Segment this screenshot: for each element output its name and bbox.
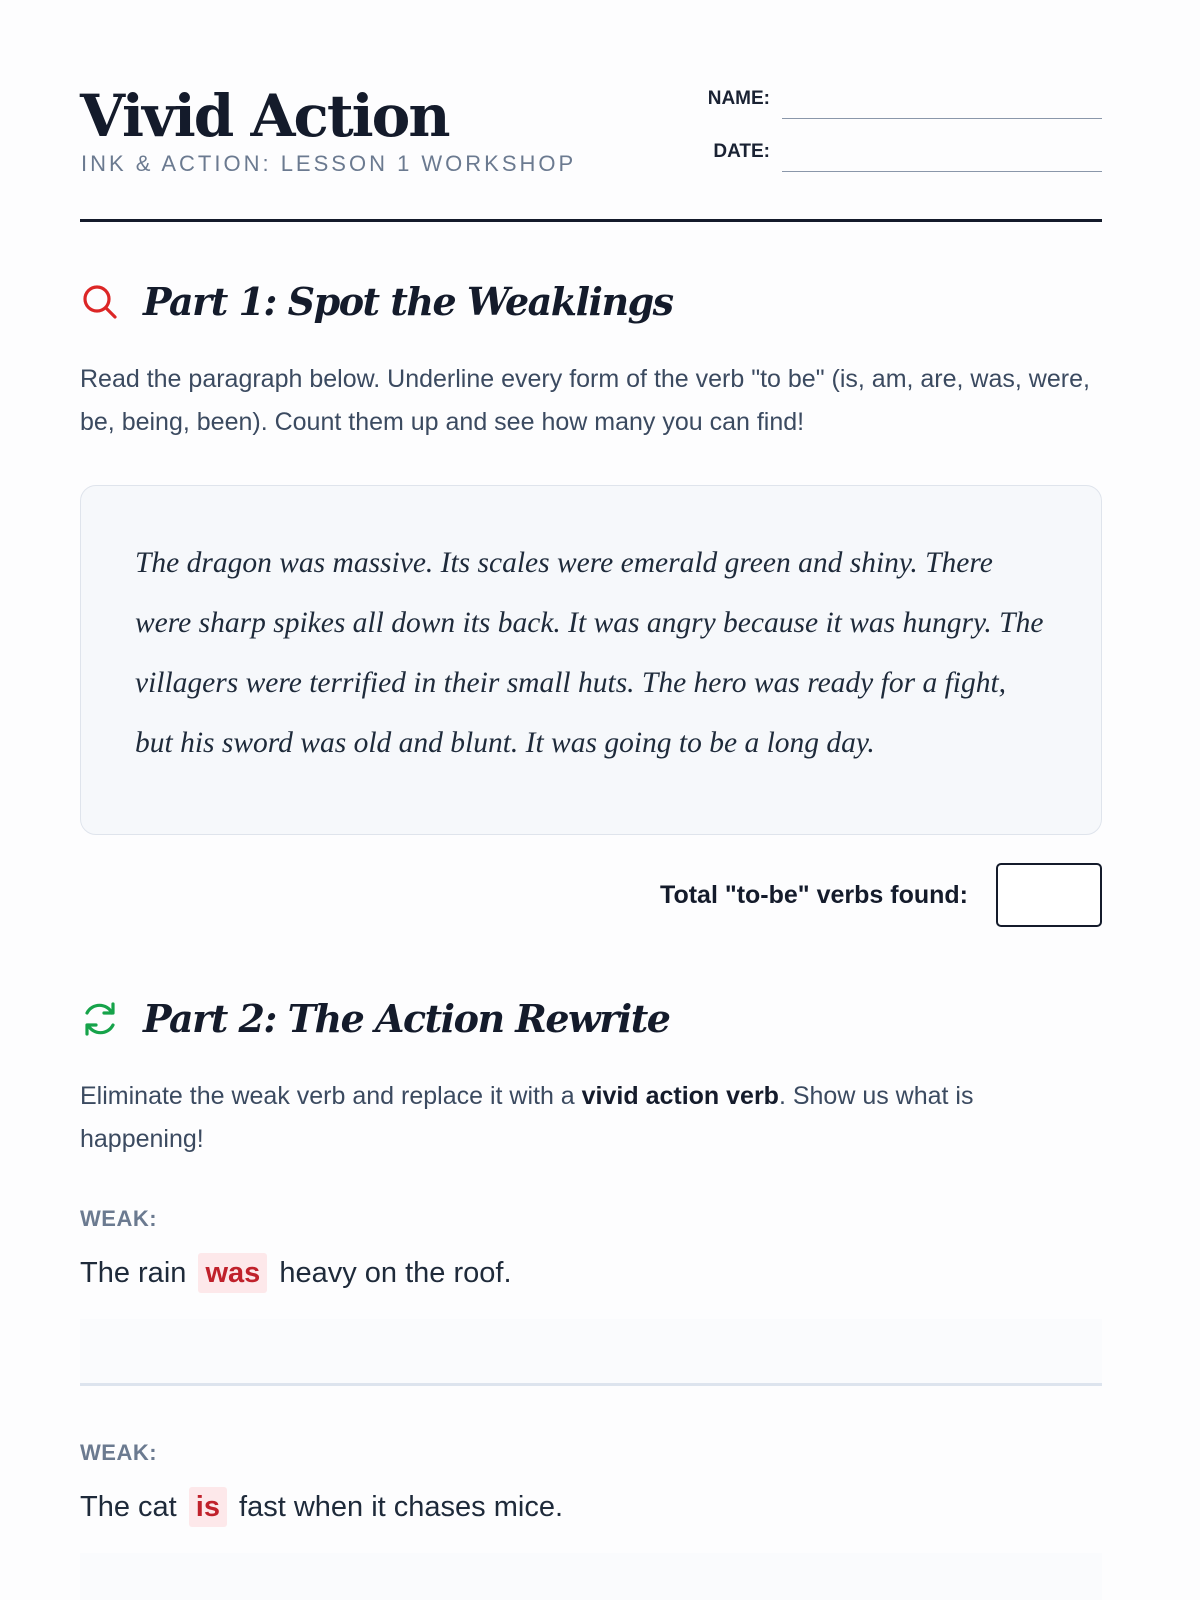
part2-instructions-bold: vivid action verb <box>581 1082 779 1110</box>
exercise-2 <box>80 1439 1102 1600</box>
refresh-icon <box>80 999 120 1039</box>
verb-count-input[interactable] <box>996 863 1102 927</box>
part1-title: Part 1: Spot the Weaklings <box>143 279 673 324</box>
name-field[interactable] <box>782 118 1102 119</box>
name-field-row <box>700 86 1102 116</box>
name-label: NAME: <box>707 88 770 109</box>
search-icon <box>80 282 120 322</box>
part2-title: Part 2: The Action Rewrite <box>143 996 670 1041</box>
part2-instructions-start: Eliminate the weak verb and replace it with a <box>80 1082 582 1110</box>
rewrite-answer-field[interactable] <box>80 1553 1102 1600</box>
weak-sentence <box>80 1487 1102 1527</box>
part1-heading <box>80 278 673 326</box>
page-title: Vivid Action <box>80 82 449 150</box>
weak-sentence <box>80 1253 1102 1293</box>
sentence-start: The cat <box>80 1491 177 1523</box>
verb-count-row <box>660 863 1102 927</box>
passage-text: The dragon was massive. Its scales were emerald green and shiny. There were sharp spikes all down its back. It was angry because it was hungry. The villagers were terrified in their small huts. The hero was ready for a fight, but his sword was old and blunt. It was going to be a long day. <box>135 547 1044 759</box>
date-field[interactable] <box>782 171 1102 172</box>
part2-heading <box>80 995 669 1043</box>
part2-instructions-end: . Show us what is happening! <box>80 1082 974 1153</box>
weak-verb-highlight: was <box>198 1253 267 1293</box>
sentence-end: heavy on the roof. <box>279 1257 512 1289</box>
page-subtitle: INK & ACTION: LESSON 1 WORKSHOP <box>81 151 577 176</box>
part1-instructions: Read the paragraph below. Underline every form of the verb "to be" (is, am, are, was, were, be, being, been). Count them up and see how many you can find! <box>80 365 1090 436</box>
weak-verb-highlight: is <box>189 1487 227 1527</box>
weak-label: WEAK: <box>80 1440 158 1465</box>
verb-count-label: Total "to-be" verbs found: <box>660 880 968 909</box>
part2-instructions <box>80 1075 1102 1161</box>
sentence-start: The rain <box>80 1257 187 1289</box>
date-label: DATE: <box>713 141 770 162</box>
date-field-row <box>700 139 1102 169</box>
rewrite-answer-field[interactable] <box>80 1319 1102 1386</box>
sentence-end: fast when it chases mice. <box>239 1491 564 1523</box>
weak-label: WEAK: <box>80 1206 158 1231</box>
exercise-1 <box>80 1205 1102 1386</box>
worksheet-header <box>80 0 1102 222</box>
passage-box <box>80 485 1102 835</box>
